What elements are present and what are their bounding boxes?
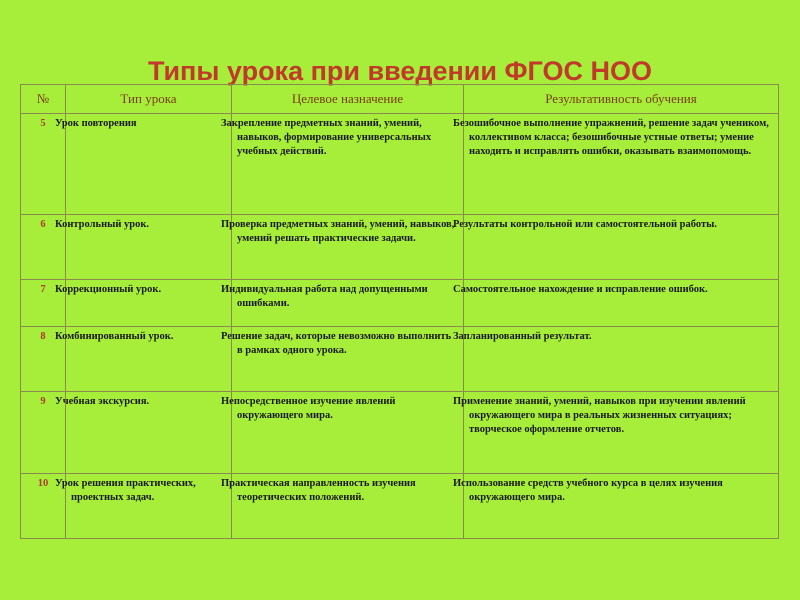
lesson-type-cell: Урок повторения <box>66 114 232 215</box>
result-cell: Использование средств учебного курса в целях изучения окружающего мира. <box>464 474 779 539</box>
table-row <box>21 114 779 215</box>
header-result: Результативность обучения <box>464 85 779 114</box>
purpose-cell: Индивидуальная работа над допущенными ошибками. <box>232 280 464 327</box>
result-cell: Самостоятельное нахождение и исправление ошибок. <box>464 280 779 327</box>
lesson-type-cell: Комбинированный урок. <box>66 327 232 392</box>
header-lesson-type: Тип урока <box>66 85 232 114</box>
page-title: Типы урока при введении ФГОС НОО <box>147 56 653 86</box>
table-row <box>21 327 779 392</box>
lesson-types-table <box>20 84 779 539</box>
result-cell: Безошибочное выполнение упражнений, решение задач учеником, коллективом класса; безошибочные устные ответы; умение находить и исправлять ошибки, оказывать взаимопомощь. <box>464 114 779 215</box>
lesson-type-cell: Коррекционный урок. <box>66 280 232 327</box>
row-number: 7 <box>21 280 66 327</box>
result-cell: Запланированный результат. <box>464 327 779 392</box>
purpose-cell: Проверка предметных знаний, умений, навыков, умений решать практические задачи. <box>232 215 464 280</box>
row-number: 9 <box>21 392 66 474</box>
row-number: 6 <box>21 215 66 280</box>
table-row <box>21 474 779 539</box>
row-number: 10 <box>21 474 66 539</box>
row-number: 8 <box>21 327 66 392</box>
header-purpose: Целевое назначение <box>232 85 464 114</box>
table-row <box>21 392 779 474</box>
header-number: № <box>21 85 66 114</box>
result-cell: Применение знаний, умений, навыков при изучении явлений окружающего мира в реальных жизненных ситуациях; творческое оформление отчетов. <box>464 392 779 474</box>
purpose-cell: Решение задач, которые невозможно выполнить в рамках одного урока. <box>232 327 464 392</box>
purpose-cell: Закрепление предметных знаний, умений, навыков, формирование универсальных учебных действий. <box>232 114 464 215</box>
table-header-row <box>21 85 779 114</box>
table-row <box>21 215 779 280</box>
result-cell: Результаты контрольной или самостоятельной работы. <box>464 215 779 280</box>
purpose-cell: Непосредственное изучение явлений окружающего мира. <box>232 392 464 474</box>
lesson-type-cell: Контрольный урок. <box>66 215 232 280</box>
lesson-type-cell: Учебная экскурсия. <box>66 392 232 474</box>
lesson-type-cell: Урок решения практических, проектных задач. <box>66 474 232 539</box>
row-number: 5 <box>21 114 66 215</box>
table-row <box>21 280 779 327</box>
purpose-cell: Практическая направленность изучения теоретических положений. <box>232 474 464 539</box>
